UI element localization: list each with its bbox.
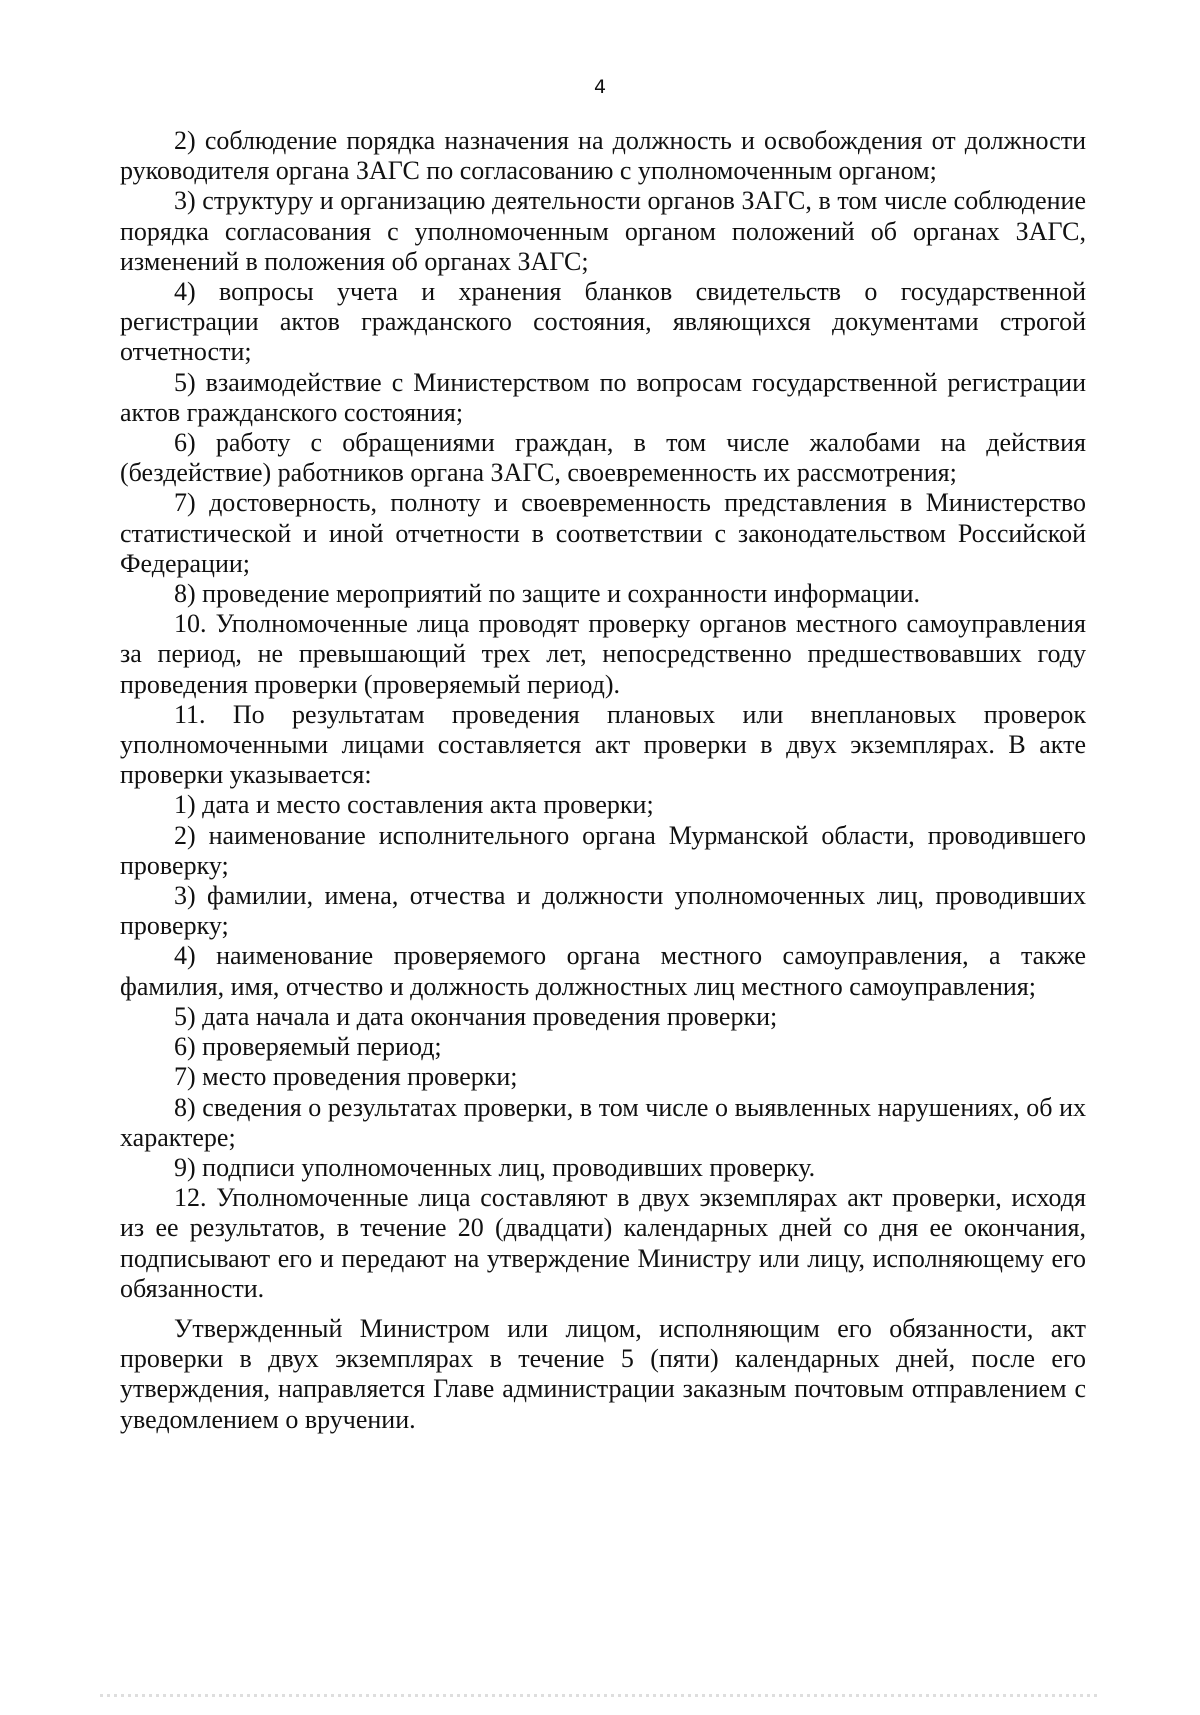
paragraph: 9) подписи уполномоченных лиц, проводивших проверку.: [174, 1152, 816, 1182]
paragraph: 3) структуру и организацию деятельности органов ЗАГС, в том числе соблюдение порядка согласования с уполномоченным органом положений об органах ЗАГС, изменений в положения об органах ЗАГС;: [120, 186, 1086, 276]
document-body: [120, 126, 1086, 1435]
paragraph: 2) соблюдение порядка назначения на должность и освобождения от должности руководителя органа ЗАГС по согласованию с уполномоченным органом;: [120, 126, 1086, 186]
paragraph: 2) наименование исполнительного органа Мурманской области, проводившего проверку;: [120, 820, 1086, 880]
paragraph: 4) вопросы учета и хранения бланков свидетельств о государственной регистрации актов гражданского состояния, являющихся документами строгой отчетности;: [120, 277, 1086, 367]
paragraph: 5) взаимодействие с Министерством по вопросам государственной регистрации актов гражданского состояния;: [120, 367, 1086, 427]
page-number: 4: [593, 76, 607, 98]
paragraph: 10. Уполномоченные лица проводят проверку органов местного самоуправления за период, не превышающий трех лет, непосредственно предшествовавших году проведения проверки (проверяемый период).: [120, 609, 1086, 699]
paragraph: 8) проведение мероприятий по защите и сохранности информации.: [174, 579, 921, 609]
paragraph: 6) работу с обращениями граждан, в том числе жалобами на действия (бездействие) работников органа ЗАГС, своевременность их рассмотрения;: [120, 428, 1086, 488]
paragraph: 8) сведения о результатах проверки, в том числе о выявленных нарушениях, об их характере;: [120, 1092, 1086, 1152]
paragraph: 7) достоверность, полноту и своевременность представления в Министерство статистической и иной отчетности в соответствии с законодательством Российской Федерации;: [120, 488, 1086, 578]
paragraph: Утвержденный Министром или лицом, исполняющим его обязанности, акт проверки в двух экземплярах в течение 5 (пяти) календарных дней, после его утверждения, направляется Главе администрации заказным почтовым отправлением с уведомлением о вручении.: [120, 1313, 1086, 1434]
paragraph: 12. Уполномоченные лица составляют в двух экземплярах акт проверки, исходя из ее результатов, в течение 20 (двадцати) календарных дней со дня ее окончания, подписывают его и передают на утверждение Министру или лицу, исполняющему его обязанности.: [120, 1183, 1086, 1303]
paragraph: 1) дата и место составления акта проверки;: [174, 790, 654, 820]
paragraph: 6) проверяемый период;: [174, 1032, 442, 1062]
paragraph: 4) наименование проверяемого органа местного самоуправления, а также фамилия, имя, отчество и должность должностных лиц местного самоуправления;: [120, 941, 1086, 1001]
paragraph: 5) дата начала и дата окончания проведения проверки;: [174, 1001, 778, 1031]
paragraph: 3) фамилии, имена, отчества и должности уполномоченных лиц, проводивших проверку;: [120, 881, 1086, 941]
paragraph: 7) место проведения проверки;: [174, 1062, 518, 1092]
paragraph: 11. По результатам проведения плановых или внеплановых проверок уполномоченными лицами составляется акт проверки в двух экземплярах. В акте проверки указывается:: [120, 699, 1086, 790]
scan-edge-artifact: [100, 1694, 1100, 1697]
